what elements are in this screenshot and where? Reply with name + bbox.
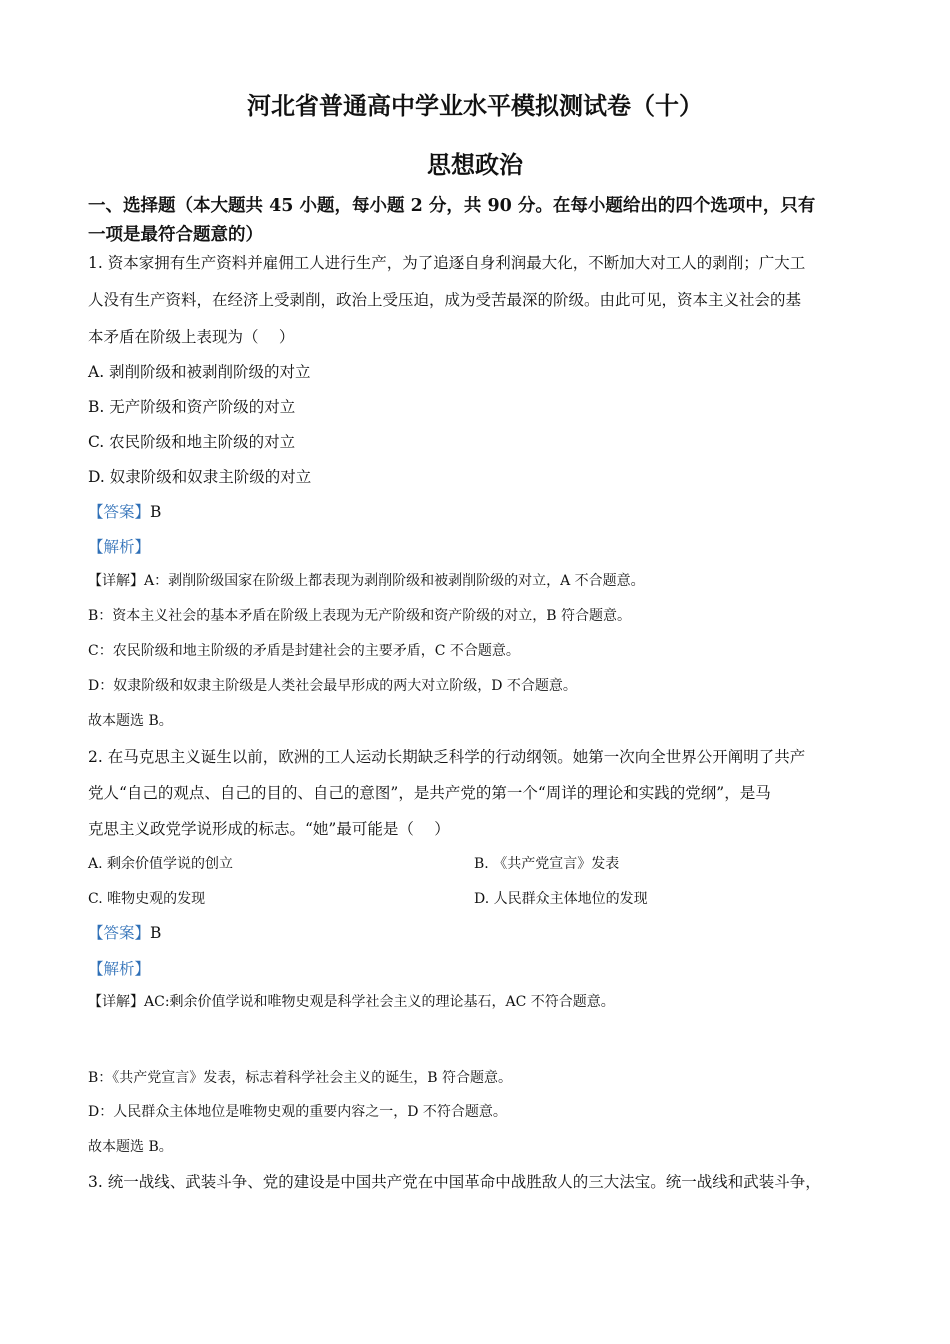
q1-option-a: A. 剥削阶级和被剥削阶级的对立 [88, 363, 311, 381]
exam-title: 河北省普通高中学业水平模拟测试卷（十） [247, 91, 703, 120]
q2-option-d: D. 人民群众主体地位的发现 [474, 891, 648, 907]
q2-stem-line1: 2. 在马克思主义诞生以前，欧洲的工人运动长期缺乏科学的行动纲领。她第一次向全世界公开阐明了共产 [88, 748, 806, 766]
q2-detail-line3: D：人民群众主体地位是唯物史观的重要内容之一，D 不符合题意。 [88, 1104, 507, 1120]
q2-conclusion: 故本题选 B。 [88, 1139, 173, 1155]
q1-option-c: C. 农民阶级和地主阶级的对立 [88, 433, 296, 451]
q1-stem-line3: 本矛盾在阶级上表现为（ ） [88, 328, 295, 346]
answer-value: B [150, 924, 162, 942]
q1-conclusion: 故本题选 B。 [88, 713, 173, 729]
q2-detail-line2: B：《共产党宣言》发表，标志着科学社会主义的诞生，B 符合题意。 [88, 1070, 513, 1086]
answer-label: 【答案】 [88, 924, 151, 942]
q1-detail-line2: B：资本主义社会的基本矛盾在阶级上表现为无产阶级和资产阶级的对立，B 符合题意。 [88, 608, 632, 624]
q1-answer [88, 500, 161, 522]
q2-option-c: C. 唯物史观的发现 [88, 891, 206, 907]
q2-option-b: B. 《共产党宣言》发表 [474, 856, 620, 872]
q1-option-d: D. 奴隶阶级和奴隶主阶级的对立 [88, 468, 312, 486]
q2-answer [88, 921, 161, 943]
subject-title: 思想政治 [427, 150, 523, 179]
q1-detail-line3: C：农民阶级和地主阶级的矛盾是封建社会的主要矛盾，C 不合题意。 [88, 643, 520, 659]
q2-stem-line2: 党人“自己的观点、自己的目的、自己的意图”，是共产党的第一个“周详的理论和实践的党纲”，是马 [88, 784, 771, 802]
answer-label: 【答案】 [88, 503, 151, 521]
q3-stem-line1: 3. 统一战线、武装斗争、党的建设是中国共产党在中国革命中战胜敌人的三大法宝。统一战线和武装斗争， [88, 1173, 821, 1191]
q1-detail-line4: D：奴隶阶级和奴隶主阶级是人类社会最早形成的两大对立阶级，D 不合题意。 [88, 678, 577, 694]
q2-detail-line1: 【详解】AC:剩余价值学说和唯物史观是科学社会主义的理论基石，AC 不符合题意。 [88, 994, 615, 1010]
q1-stem-line2: 人没有生产资料，在经济上受剥削，政治上受压迫，成为受苦最深的阶级。由此可见，资本主义社会的基 [88, 291, 802, 309]
q1-detail-line1: 【详解】A：剥削阶级国家在阶级上都表现为剥削阶级和被剥削阶级的对立，A 不合题意。 [88, 573, 645, 589]
q2-option-a: A. 剩余价值学说的创立 [88, 856, 234, 872]
q1-analysis-label: 【解析】 [88, 538, 151, 556]
answer-value: B [150, 503, 162, 521]
section-heading-line1: 一、选择题（本大题共 45 小题，每小题 2 分，共 90 分。在每小题给出的四个选项中，只有 [88, 196, 816, 216]
q2-analysis-label: 【解析】 [88, 960, 151, 978]
q1-stem-line1: 1. 资本家拥有生产资料并雇佣工人进行生产，为了追逐自身利润最大化，不断加大对工人的剥削；广大工 [88, 254, 806, 272]
q2-stem-line3: 克思主义政党学说形成的标志。“她”最可能是（ ） [88, 820, 450, 838]
section-heading-line2: 一项是最符合题意的） [88, 225, 263, 245]
q1-option-b: B. 无产阶级和资产阶级的对立 [88, 398, 296, 416]
